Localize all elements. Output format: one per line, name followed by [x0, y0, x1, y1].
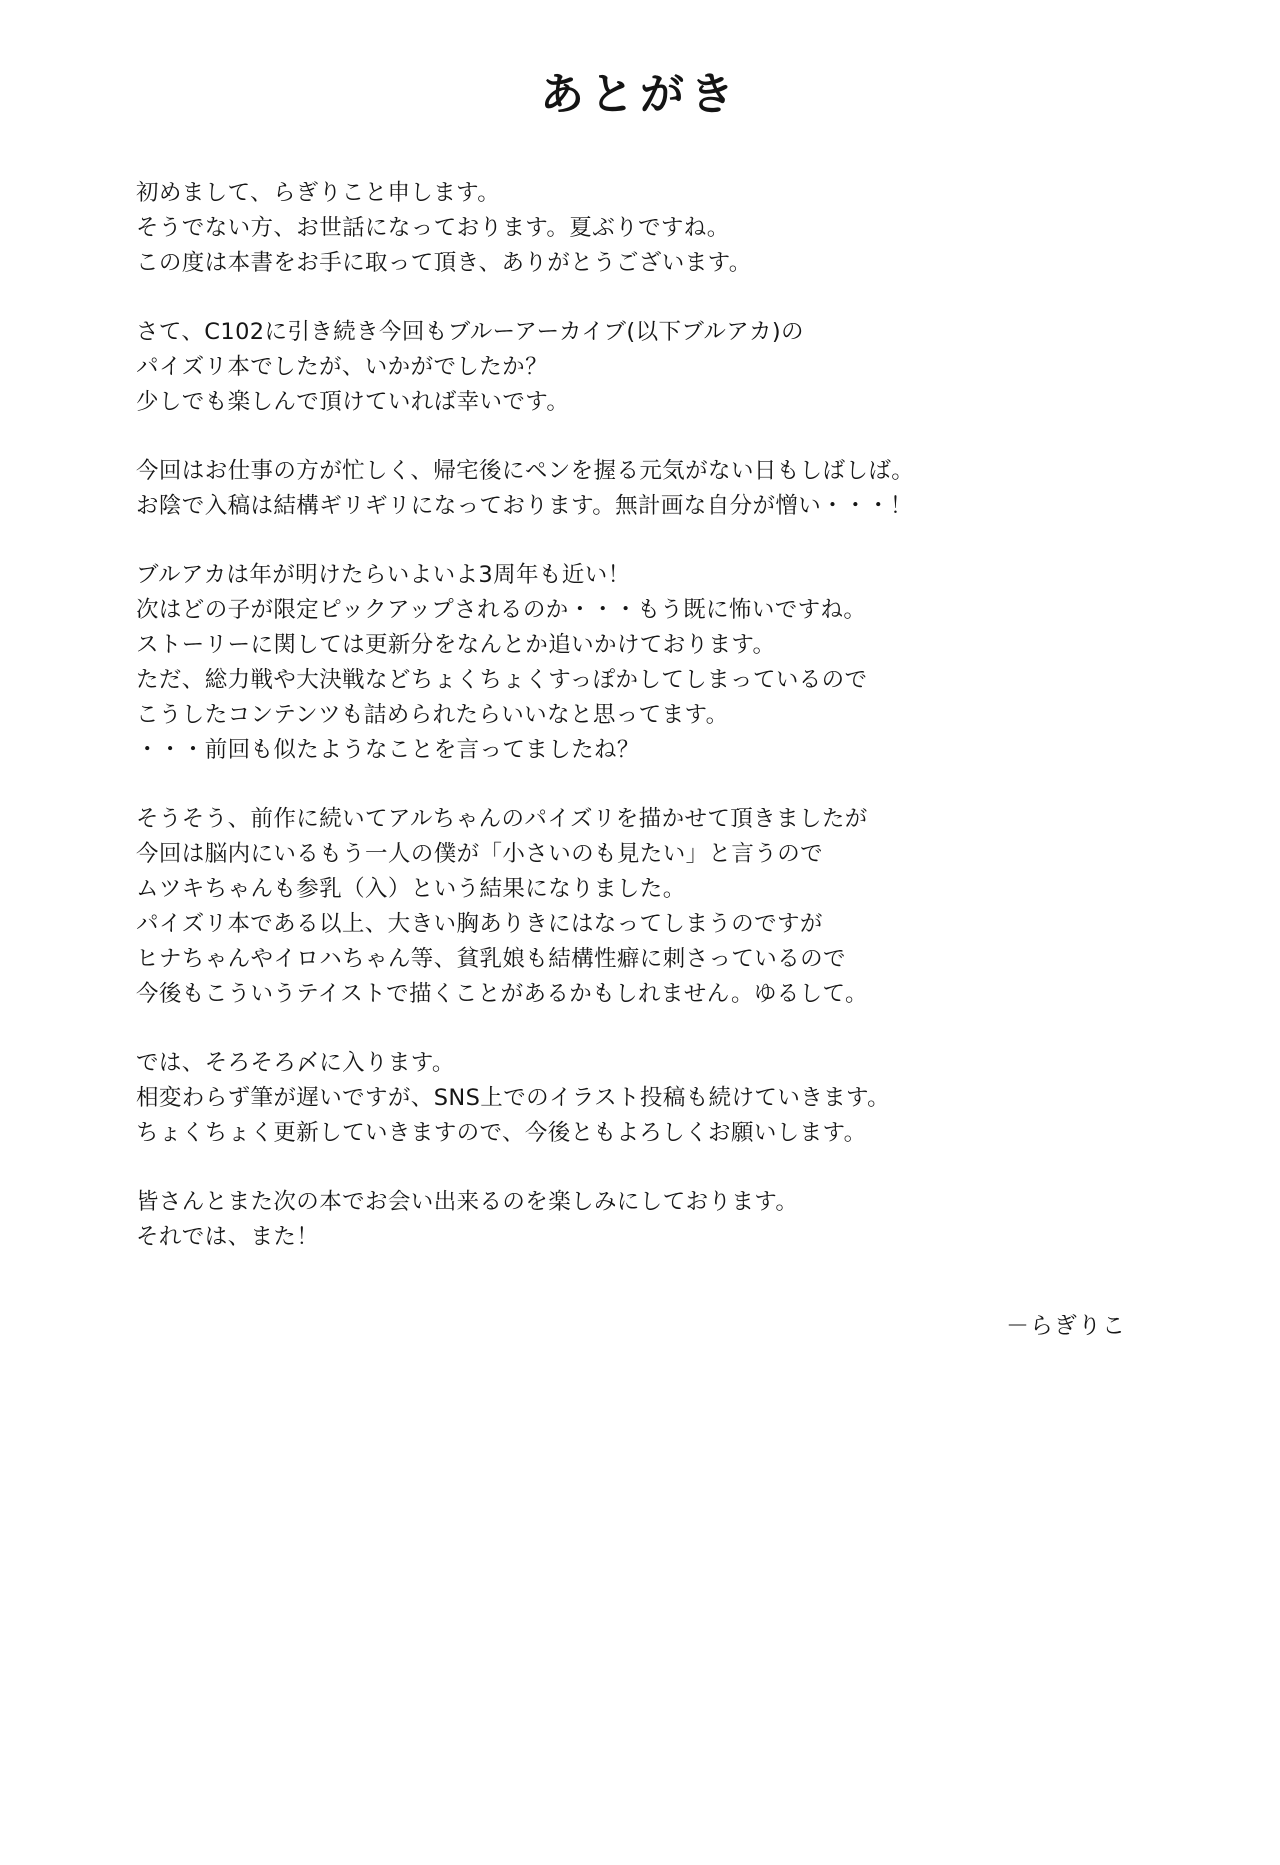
- text-line: この度は本書をお手に取って頂き、ありがとうございます。: [136, 250, 752, 276]
- text-line: ブルアカは年が明けたらいよいよ3周年も近い！: [136, 562, 631, 588]
- afterword-body: [0, 176, 1280, 1340]
- author-signature: －らぎりこ: [1006, 1313, 1126, 1339]
- text-line: 今回は脳内にいるもう一人の僕が「小さいのも見たい」と言うので: [136, 841, 824, 867]
- text-line: では、そろそろ〆に入ります。: [136, 1050, 455, 1076]
- paragraph-about-book: [136, 315, 1150, 420]
- text-line: 少しでも楽しんで頂けていれば幸いです。: [136, 389, 570, 415]
- text-line: パイズリ本である以上、大きい胸ありきにはなってしまうのですが: [136, 911, 823, 937]
- paragraph-farewell: [136, 1185, 1150, 1255]
- paragraph-closing: [136, 1046, 1150, 1151]
- text-line: 相変わらず筆が遅いですが、SNS上でのイラスト投稿も続けていきます。: [136, 1085, 891, 1111]
- text-line: そうでない方、お世話になっております。夏ぶりですね。: [136, 215, 730, 241]
- paragraph-characters: [136, 802, 1150, 1012]
- paragraph-work-busy: [136, 454, 1150, 524]
- page-title: あとがき: [540, 69, 740, 120]
- text-line: それでは、また！: [136, 1224, 320, 1250]
- text-line: ムツキちゃんも参乳（入）という結果になりました。: [136, 876, 686, 902]
- text-line: 初めまして、らぎりこと申します。: [136, 180, 501, 206]
- paragraph-anniversary: [136, 558, 1150, 768]
- text-line: こうしたコンテンツも詰められたらいいなと思ってます。: [136, 702, 729, 728]
- text-line: ・・・前回も似たようなことを言ってましたね？: [136, 737, 640, 763]
- text-line: お陰で入稿は結構ギリギリになっております。無計画な自分が憎い・・・！: [136, 493, 913, 519]
- text-line: ストーリーに関しては更新分をなんとか追いかけております。: [136, 632, 776, 658]
- text-line: ヒナちゃんやイロハちゃん等、貧乳娘も結構性癖に刺さっているので: [136, 946, 846, 972]
- text-line: ただ、総力戦や大決戦などちょくちょくすっぽかしてしまっているので: [136, 667, 868, 693]
- text-line: ちょくちょく更新していきますので、今後ともよろしくお願いします。: [136, 1120, 867, 1146]
- text-line: 皆さんとまた次の本でお会い出来るのを楽しみにしております。: [136, 1189, 799, 1215]
- text-line: そうそう、前作に続いてアルちゃんのパイズリを描かせて頂きましたが: [136, 806, 868, 832]
- text-line: さて、C102に引き続き今回もブルーアーカイブ(以下ブルアカ)の: [136, 319, 804, 345]
- text-line: 次はどの子が限定ピックアップされるのか・・・もう既に怖いですね。: [136, 597, 867, 623]
- text-line: 今後もこういうテイストで描くことがあるかもしれません。ゆるして。: [136, 981, 868, 1007]
- text-line: 今回はお仕事の方が忙しく、帰宅後にペンを握る元気がない日もしばしば。: [136, 458, 915, 484]
- afterword-page: [0, 58, 1280, 1865]
- text-line: パイズリ本でしたが、いかがでしたか？: [136, 354, 548, 380]
- paragraph-intro: [136, 176, 1150, 281]
